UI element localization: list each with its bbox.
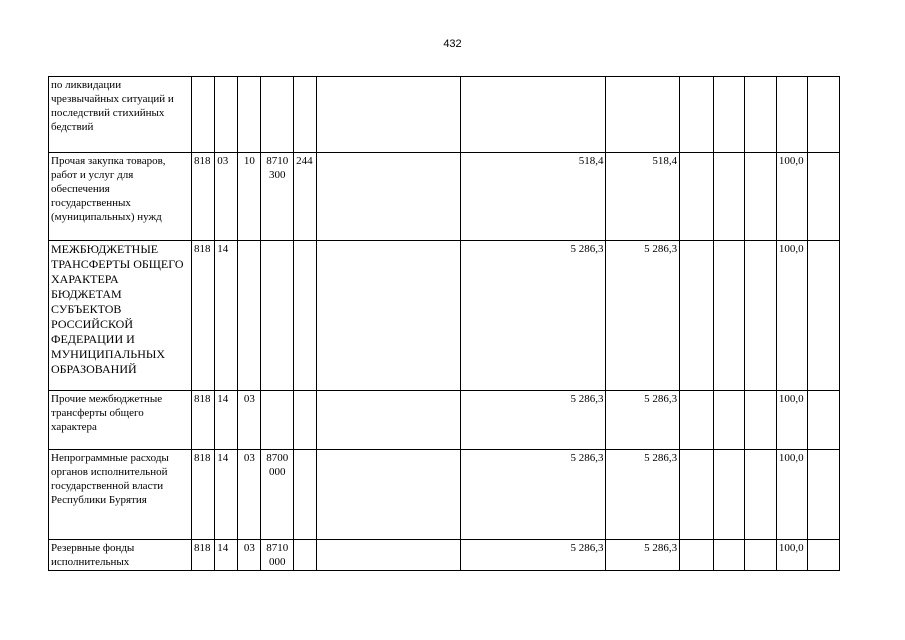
- empty-cell: [680, 153, 714, 241]
- vr-code: [294, 450, 317, 540]
- table-row: [49, 77, 840, 153]
- budget-table: [48, 76, 840, 571]
- empty-cell: [680, 391, 714, 450]
- empty-cell: [713, 77, 745, 153]
- empty-cell: [808, 540, 840, 571]
- table-row: [49, 391, 840, 450]
- fact-value: 5 286,3: [606, 540, 680, 571]
- percent-value: 100,0: [776, 540, 808, 571]
- podrazdel-code: 10: [238, 153, 261, 241]
- empty-cell: [317, 540, 461, 571]
- csr-code: [261, 391, 294, 450]
- adm-code: 818: [192, 153, 215, 241]
- fact-value: 5 286,3: [606, 450, 680, 540]
- razdel-code: 14: [215, 391, 238, 450]
- empty-cell: [745, 540, 777, 571]
- podrazdel-code: 03: [238, 391, 261, 450]
- empty-cell: [745, 241, 777, 391]
- row-name: МЕЖБЮДЖЕТНЫЕ ТРАНСФЕРТЫ ОБЩЕГО ХАРАКТЕРА БЮДЖЕТАМ СУБЪЕКТОВ РОССИЙСКОЙ ФЕДЕРАЦИИ И МУНИЦИПАЛЬНЫХ ОБРАЗОВАНИЙ: [49, 241, 192, 391]
- vr-code: 244: [294, 153, 317, 241]
- empty-cell: [317, 391, 461, 450]
- adm-code: 818: [192, 391, 215, 450]
- razdel-code: [215, 77, 238, 153]
- razdel-code: 14: [215, 450, 238, 540]
- table-row: [49, 241, 840, 391]
- adm-code: 818: [192, 450, 215, 540]
- empty-cell: [680, 77, 714, 153]
- plan-value: 5 286,3: [461, 450, 606, 540]
- fact-value: 5 286,3: [606, 241, 680, 391]
- podrazdel-code: [238, 241, 261, 391]
- plan-value: 5 286,3: [461, 540, 606, 571]
- empty-cell: [317, 153, 461, 241]
- adm-code: 818: [192, 540, 215, 571]
- empty-cell: [680, 540, 714, 571]
- csr-code: 8710 000: [261, 540, 294, 571]
- empty-cell: [745, 391, 777, 450]
- adm-code: [192, 77, 215, 153]
- percent-value: [776, 77, 808, 153]
- page-number: 432: [443, 38, 462, 50]
- empty-cell: [713, 241, 745, 391]
- empty-cell: [808, 77, 840, 153]
- empty-cell: [745, 450, 777, 540]
- csr-code: [261, 77, 294, 153]
- empty-cell: [680, 450, 714, 540]
- empty-cell: [713, 391, 745, 450]
- plan-value: 5 286,3: [461, 241, 606, 391]
- row-name: Резервные фонды исполнительных: [49, 540, 192, 571]
- vr-code: [294, 77, 317, 153]
- plan-value: 518,4: [461, 153, 606, 241]
- percent-value: 100,0: [776, 153, 808, 241]
- razdel-code: 03: [215, 153, 238, 241]
- percent-value: 100,0: [776, 450, 808, 540]
- csr-code: 8700 000: [261, 450, 294, 540]
- empty-cell: [317, 241, 461, 391]
- empty-cell: [317, 450, 461, 540]
- table-row: [49, 153, 840, 241]
- empty-cell: [808, 450, 840, 540]
- podrazdel-code: 03: [238, 450, 261, 540]
- percent-value: 100,0: [776, 241, 808, 391]
- fact-value: 5 286,3: [606, 391, 680, 450]
- podrazdel-code: 03: [238, 540, 261, 571]
- empty-cell: [317, 77, 461, 153]
- table-row: [49, 450, 840, 540]
- row-name: Прочая закупка товаров, работ и услуг для обеспечения государственных (муниципальных) нужд: [49, 153, 192, 241]
- empty-cell: [808, 391, 840, 450]
- row-name: Прочие межбюджетные трансферты общего характера: [49, 391, 192, 450]
- podrazdel-code: [238, 77, 261, 153]
- row-name: по ликвидации чрезвычайных ситуаций и последствий стихийных бедствий: [49, 77, 192, 153]
- csr-code: 8710 300: [261, 153, 294, 241]
- empty-cell: [680, 241, 714, 391]
- empty-cell: [745, 77, 777, 153]
- empty-cell: [713, 540, 745, 571]
- table-row: [49, 540, 840, 571]
- vr-code: [294, 540, 317, 571]
- csr-code: [261, 241, 294, 391]
- empty-cell: [808, 241, 840, 391]
- empty-cell: [713, 153, 745, 241]
- percent-value: 100,0: [776, 391, 808, 450]
- fact-value: 518,4: [606, 153, 680, 241]
- adm-code: 818: [192, 241, 215, 391]
- empty-cell: [808, 153, 840, 241]
- razdel-code: 14: [215, 540, 238, 571]
- row-name: Непрограммные расходы органов исполнительной государственной власти Республики Бурятия: [49, 450, 192, 540]
- razdel-code: 14: [215, 241, 238, 391]
- fact-value: [606, 77, 680, 153]
- vr-code: [294, 241, 317, 391]
- plan-value: 5 286,3: [461, 391, 606, 450]
- plan-value: [461, 77, 606, 153]
- empty-cell: [713, 450, 745, 540]
- vr-code: [294, 391, 317, 450]
- empty-cell: [745, 153, 777, 241]
